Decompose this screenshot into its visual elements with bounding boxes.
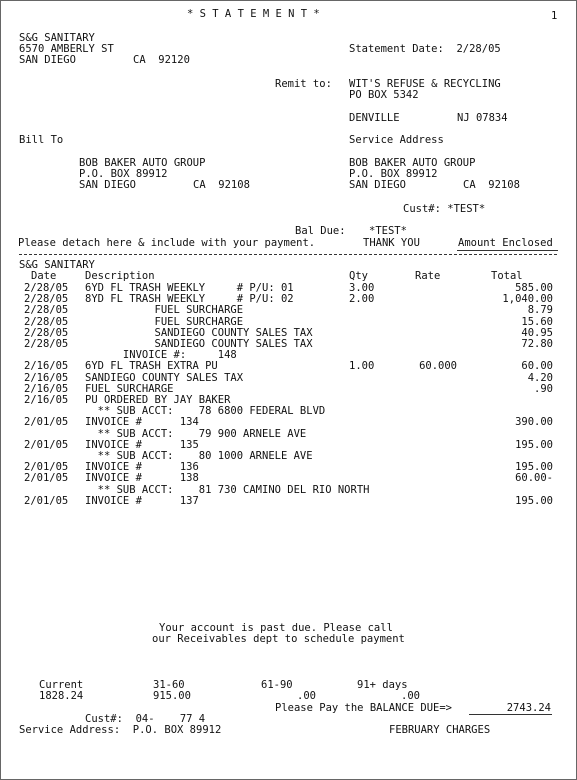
line-description: SANDIEGO COUNTY SALES TAX [85, 338, 313, 350]
bill-to-box: P.O. BOX 89912 [79, 168, 168, 180]
col-date: Date [31, 270, 57, 282]
page-number: 1 [551, 10, 558, 22]
line-total: 585.00 [515, 282, 553, 294]
line-date: 2/01/05 [24, 439, 69, 451]
company-name-detail: S&G SANITARY [19, 259, 95, 271]
line-description: 6YD FL TRASH WEEKLY # P/U: 01 [85, 282, 294, 294]
col-rate: Rate [415, 270, 441, 282]
line-date: 2/01/05 [24, 472, 69, 484]
col-description: Description [85, 270, 155, 282]
statement-date: Statement Date: 2/28/05 [349, 43, 501, 55]
aging-91-value: .00 [401, 690, 420, 702]
aging-91-label: 91+ days [357, 679, 408, 691]
line-date: 2/16/05 [24, 394, 69, 406]
bill-to-state-zip: CA 92108 [193, 179, 250, 191]
service-city: SAN DIEGO [349, 179, 406, 191]
footer-customer-number: Cust#: 04- 77 4 [85, 713, 206, 725]
line-total: 60.00 [521, 360, 553, 372]
thank-you: THANK YOU [363, 237, 420, 249]
remit-name: WIT'S REFUSE & RECYCLING [349, 78, 501, 90]
line-description: FUEL SURCHARGE [85, 316, 244, 328]
line-date: 2/28/05 [24, 338, 69, 350]
customer-number: Cust#: *TEST* [403, 203, 486, 215]
line-description: INVOICE # 137 [85, 495, 199, 507]
remit-state-zip: NJ 07834 [457, 112, 508, 124]
line-total: 195.00 [515, 439, 553, 451]
amount-enclosed-underline [457, 250, 558, 251]
line-date: 2/16/05 [24, 360, 69, 372]
line-total: 60.00- [515, 472, 553, 484]
line-description: ** SUB ACCT: 79 900 ARNELE AVE [85, 428, 307, 440]
line-date: 2/28/05 [24, 304, 69, 316]
line-total: 8.79 [527, 304, 553, 316]
line-total: 195.00 [515, 495, 553, 507]
line-description: ** SUB ACCT: 78 6800 FEDERAL BLVD [85, 405, 326, 417]
line-description: INVOICE #: 148 [85, 349, 237, 361]
bill-to-city: SAN DIEGO [79, 179, 136, 191]
line-description: INVOICE # 138 [85, 472, 199, 484]
footer-service-address: Service Address: P.O. BOX 89912 [19, 724, 222, 736]
line-total: 72.80 [521, 338, 553, 350]
line-description: SANDIEGO COUNTY SALES TAX [85, 327, 313, 339]
line-description: SANDIEGO COUNTY SALES TAX [85, 372, 244, 384]
remit-city: DENVILLE [349, 112, 400, 124]
line-description: PU ORDERED BY JAY BAKER [85, 394, 231, 406]
line-date: 2/01/05 [24, 461, 69, 473]
balance-due-underline [469, 714, 552, 715]
line-description: INVOICE # 134 [85, 416, 199, 428]
line-description: FUEL SURCHARGE [85, 304, 244, 316]
aging-31-60-value: 915.00 [153, 690, 191, 702]
line-description: 6YD FL TRASH EXTRA PU [85, 360, 218, 372]
aging-61-90-value: .00 [297, 690, 316, 702]
statement-title: * S T A T E M E N T * [187, 8, 320, 20]
service-name: BOB BAKER AUTO GROUP [349, 157, 476, 169]
line-rate: 60.000 [419, 360, 457, 372]
line-total: 1,040.00 [502, 293, 553, 305]
service-state-zip: CA 92108 [463, 179, 520, 191]
line-date: 2/28/05 [24, 316, 69, 328]
line-total: 4.20 [527, 372, 553, 384]
line-qty: 2.00 [349, 293, 375, 305]
line-total: .90 [534, 383, 553, 395]
line-total: 15.60 [521, 316, 553, 328]
balance-due-label: Please Pay the BALANCE DUE=> [275, 702, 453, 714]
line-description: INVOICE # 136 [85, 461, 199, 473]
past-due-notice-2: our Receivables dept to schedule payment [152, 633, 405, 645]
line-date: 2/28/05 [24, 282, 69, 294]
line-date: 2/28/05 [24, 293, 69, 305]
line-qty: 1.00 [349, 360, 375, 372]
amount-enclosed: Amount Enclosed [458, 237, 553, 249]
col-total: Total [491, 270, 523, 282]
line-qty: 3.00 [349, 282, 375, 294]
line-description: ** SUB ACCT: 81 730 CAMINO DEL RIO NORTH [85, 484, 370, 496]
line-total: 195.00 [515, 461, 553, 473]
line-date: 2/16/05 [24, 383, 69, 395]
past-due-notice-1: Your account is past due. Please call [159, 622, 393, 634]
sender-name: S&G SANITARY [19, 32, 95, 44]
service-box: P.O. BOX 89912 [349, 168, 438, 180]
line-total: 40.95 [521, 327, 553, 339]
bill-to-label: Bill To [19, 134, 64, 146]
sender-state-zip: CA 92120 [133, 54, 190, 66]
line-description: 8YD FL TRASH WEEKLY # P/U: 02 [85, 293, 294, 305]
service-address-label: Service Address [349, 134, 444, 146]
line-date: 2/16/05 [24, 372, 69, 384]
aging-31-60-label: 31-60 [153, 679, 185, 691]
line-total: 390.00 [515, 416, 553, 428]
aging-current-value: 1828.24 [39, 690, 84, 702]
detach-instructions: Please detach here & include with your payment. [18, 237, 316, 249]
line-date: 2/01/05 [24, 495, 69, 507]
line-description: ** SUB ACCT: 80 1000 ARNELE AVE [85, 450, 313, 462]
line-date: 2/01/05 [24, 416, 69, 428]
sender-street: 6570 AMBERLY ST [19, 43, 114, 55]
remit-box: PO BOX 5342 [349, 89, 419, 101]
col-qty: Qty [349, 270, 368, 282]
remit-label: Remit to: [275, 78, 332, 90]
detach-line [19, 254, 557, 255]
bill-to-name: BOB BAKER AUTO GROUP [79, 157, 206, 169]
bal-due-value: *TEST* [369, 225, 407, 237]
sender-city: SAN DIEGO [19, 54, 76, 66]
aging-61-90-label: 61-90 [261, 679, 293, 691]
aging-current-label: Current [39, 679, 84, 691]
bal-due-label: Bal Due: [295, 225, 346, 237]
footer-charges: FEBRUARY CHARGES [389, 724, 491, 736]
line-description: FUEL SURCHARGE [85, 383, 174, 395]
line-date: 2/28/05 [24, 327, 69, 339]
line-description: INVOICE # 135 [85, 439, 199, 451]
balance-due-value: 2743.24 [506, 702, 551, 714]
